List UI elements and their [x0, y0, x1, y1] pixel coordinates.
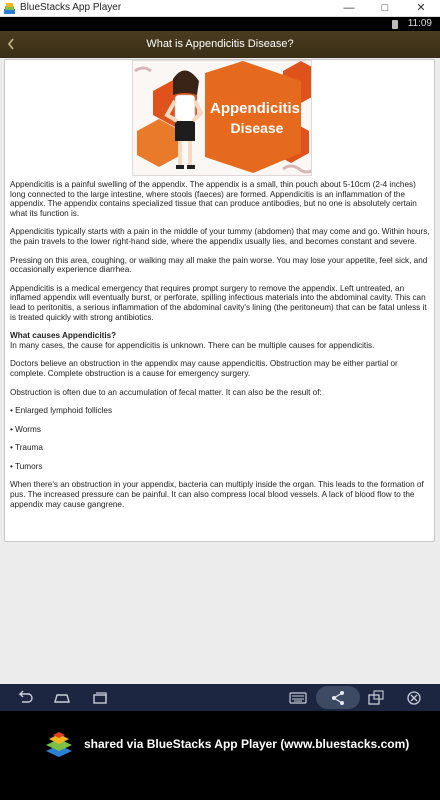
battery-icon: [392, 20, 398, 29]
article-card[interactable]: [4, 59, 435, 542]
android-nav-bar: [0, 684, 440, 711]
bullet-item: • Worms: [10, 424, 41, 434]
bullet-item: • Tumors: [10, 461, 43, 471]
hero-caption-line1: Appendicitis: [209, 100, 301, 117]
page-title: What is Appendicitis Disease?: [146, 38, 294, 50]
causes-fecal: Obstruction is often due to an accumulation of fecal matter. It can also be the result of:: [10, 387, 322, 397]
share-footer: [0, 711, 440, 800]
status-bar: [0, 17, 440, 31]
article-body: [10, 180, 430, 518]
close-app-icon[interactable]: [404, 689, 424, 706]
window-title: BlueStacks App Player: [20, 2, 122, 13]
article-paragraph: Appendicitis is a medical emergency that requires prompt surgery to remove the appendix. Left untreated, an inflamed appendix will eventually burst, or perforate, spilling infectious materials into the abdominal cavity. This can lead to peritonitis, a serious inflammation of the abdominal cavity's lining (the peritoneum) that can be fatal unless it is treated quickly with strong antibiotics.: [10, 283, 427, 322]
maximize-button[interactable]: □: [381, 2, 389, 14]
close-button[interactable]: ✕: [416, 2, 426, 14]
causes-obstruction: Doctors believe an obstruction in the appendix may cause appendicitis. Obstruction may be either partial or complete. Complete obstruction is a cause for emergency surgery.: [10, 359, 398, 378]
closing-paragraph: When there's an obstruction in your appendix, bacteria can multiply inside the organ. This leads to the formation of pus. The increased pressure can be painful. It can also compress local blood vessels. A lack of blood flow to the appendix may cause gangrene.: [10, 480, 424, 509]
hero-image: [132, 60, 312, 176]
article-paragraph: Appendicitis typically starts with a pain in the middle of your tummy (abdomen) that may come and go. Within hours, the pain travels to the lower right-hand side, where the appendix usually lies, and becomes constant and severe.: [10, 227, 430, 246]
article-paragraph: Pressing on this area, coughing, or walking may all make the pain worse. You may lose your appetite, feel sick, and occasionally experience diarrhea.: [10, 255, 428, 275]
shared-via-text: shared via BlueStacks App Player (www.bluestacks.com): [84, 737, 410, 751]
home-icon[interactable]: [52, 689, 72, 706]
bluestacks-logo-icon: [4, 3, 15, 14]
bluestacks-logo-icon: [44, 731, 74, 761]
bullet-item: • Trauma: [10, 443, 43, 453]
causes-heading: What causes Appendicitis?: [10, 331, 117, 341]
appendicitis-illustration: [133, 61, 312, 176]
minimize-button[interactable]: —: [343, 2, 355, 14]
window-title-bar: [0, 0, 440, 17]
app-header: [0, 31, 440, 58]
causes-intro: In many cases, the cause for appendicitis is unknown. There can be multiple causes for appendicitis.: [10, 340, 375, 350]
keyboard-icon[interactable]: [288, 689, 308, 706]
hero-caption-line2: Disease: [230, 120, 284, 136]
status-clock: 11:09: [407, 18, 432, 29]
screen-rotate-icon[interactable]: [366, 689, 386, 706]
back-icon[interactable]: [14, 689, 34, 706]
recent-apps-icon[interactable]: [90, 689, 110, 706]
share-icon[interactable]: [328, 689, 348, 706]
bullet-item: • Enlarged lymphoid follicles: [10, 406, 113, 416]
article-paragraph: Appendicitis is a painful swelling of the appendix. The appendix is a small, thin pouch about 5-10cm (2-4 inches) long connected to the large intestine, where stools (faeces) are formed. Appendicitis is an inflammation of the appendix. The appendix contains specialized tissue that can produce antibodies, but no one is absolutely certain what its function is.: [10, 180, 417, 218]
